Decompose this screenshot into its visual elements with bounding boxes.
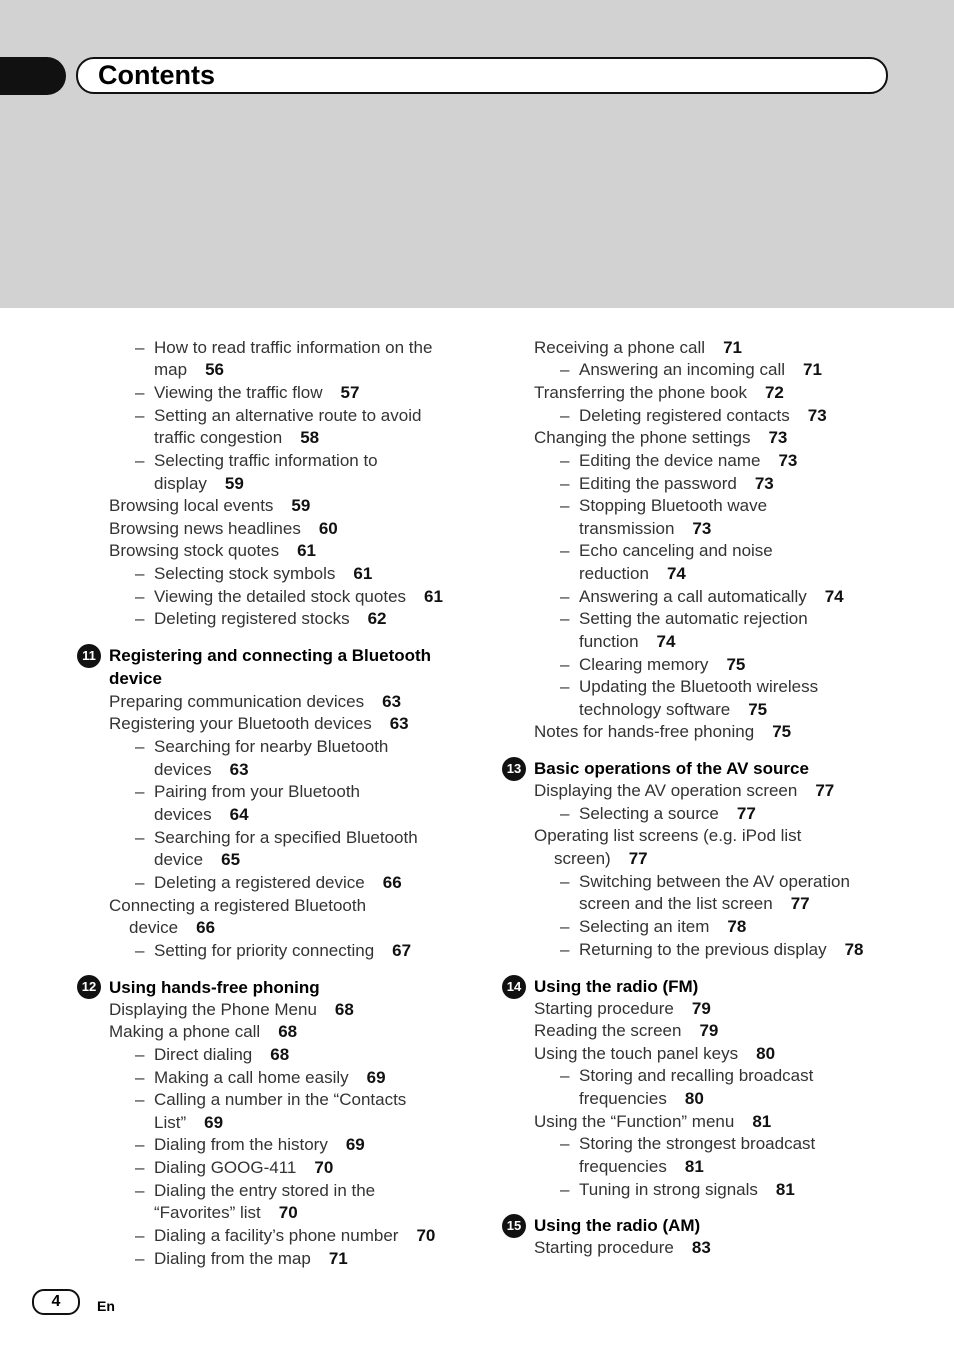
toc-page-number: 73: [768, 428, 788, 447]
toc-entry[interactable]: [154, 359, 224, 381]
toc-entry[interactable]: [579, 450, 797, 472]
toc-page-number: 79: [691, 999, 711, 1018]
section-title[interactable]: Basic operations of the AV source: [534, 759, 809, 778]
toc-entry[interactable]: [154, 382, 359, 404]
toc-entry[interactable]: [154, 427, 319, 449]
toc-entry-text: Operating list screens (e.g. iPod list: [534, 826, 802, 845]
toc-entry[interactable]: [534, 721, 791, 743]
toc-entry[interactable]: [154, 563, 372, 585]
section-number-badge: 15: [502, 1214, 526, 1238]
toc-page-number: 70: [278, 1203, 298, 1222]
toc-entry[interactable]: [154, 1067, 386, 1089]
language-label: En: [97, 1298, 115, 1314]
toc-page-number: 75: [772, 722, 792, 741]
toc-page-number: 66: [382, 873, 402, 892]
toc-page-number: 68: [334, 1000, 354, 1019]
toc-entry-text: Direct dialing: [154, 1045, 253, 1064]
toc-entry-text: Deleting a registered device: [154, 873, 365, 892]
toc-entry-text: Browsing news headlines: [109, 519, 301, 538]
toc-entry-text: function: [579, 632, 639, 651]
toc-dash: –: [560, 655, 570, 674]
toc-dash: –: [135, 451, 145, 470]
toc-page-number: 77: [628, 849, 648, 868]
toc-page-number: 78: [727, 917, 747, 936]
toc-entry-text: Notes for hands-free phoning: [534, 722, 755, 741]
toc-entry-text: technology software: [579, 700, 731, 719]
toc-entry[interactable]: [534, 382, 784, 404]
toc-entry-text: Transferring the phone book: [534, 383, 747, 402]
section-number-badge: 11: [77, 644, 101, 668]
toc-entry-text: Registering your Bluetooth devices: [109, 714, 372, 733]
toc-page-number: 77: [815, 781, 835, 800]
toc-entry-text: Starting procedure: [534, 999, 674, 1018]
toc-entry-text: Pairing from your Bluetooth: [154, 782, 360, 801]
section-number-badge: 12: [77, 975, 101, 999]
toc-entry[interactable]: [154, 1202, 298, 1224]
toc-entry[interactable]: [154, 1180, 375, 1202]
toc-entry-text: Editing the device name: [579, 451, 761, 470]
toc-entry[interactable]: [154, 759, 249, 781]
toc-page-number: 67: [392, 941, 412, 960]
toc-entry[interactable]: [534, 1020, 718, 1042]
toc-page-number: 71: [803, 360, 822, 379]
page-number: 4: [32, 1289, 80, 1315]
toc-entry[interactable]: [154, 405, 421, 427]
toc-entry[interactable]: [154, 1157, 333, 1179]
section-title[interactable]: Registering and connecting a Bluetooth: [109, 646, 432, 665]
section-title[interactable]: Using the radio (FM): [534, 977, 699, 996]
toc-entry[interactable]: [554, 848, 648, 870]
toc-entry[interactable]: [154, 473, 244, 495]
toc-entry[interactable]: [154, 608, 387, 630]
toc-entry-text: Browsing local events: [109, 496, 274, 515]
toc-entry-text: Selecting stock symbols: [154, 564, 336, 583]
toc-entry-text: Selecting an item: [579, 917, 710, 936]
toc-entry-text: Storing and recalling broadcast: [579, 1066, 814, 1085]
toc-dash: –: [560, 474, 570, 493]
toc-entry-text: Displaying the AV operation screen: [534, 781, 798, 800]
toc-entry[interactable]: [579, 1088, 704, 1110]
toc-entry-text: Answering an incoming call: [579, 360, 785, 379]
title-box: [76, 57, 888, 94]
toc-entry[interactable]: [109, 1021, 297, 1043]
toc-entry[interactable]: [154, 450, 378, 472]
toc-dash: –: [135, 1135, 145, 1154]
toc-entry[interactable]: [154, 1112, 223, 1134]
toc-entry[interactable]: [154, 804, 249, 826]
toc-entry-text: Reading the screen: [534, 1021, 682, 1040]
toc-page-number: 60: [318, 519, 338, 538]
toc-page-number: 73: [778, 451, 798, 470]
toc-entry[interactable]: [109, 691, 401, 713]
toc-entry-text: frequencies: [579, 1157, 667, 1176]
toc-entry-text: Displaying the Phone Menu: [109, 1000, 317, 1019]
toc-entry[interactable]: [579, 586, 844, 608]
toc-entry-text: Searching for nearby Bluetooth: [154, 737, 389, 756]
toc-page-number: 70: [314, 1158, 334, 1177]
toc-entry-text: Switching between the AV operation: [579, 872, 850, 891]
toc-entry-text: Making a phone call: [109, 1022, 261, 1041]
toc-dash: –: [135, 1045, 145, 1064]
toc-entry-text: Selecting traffic information to: [154, 451, 378, 470]
toc-dash: –: [560, 1066, 570, 1085]
toc-entry-text: How to read traffic information on the: [154, 338, 433, 357]
toc-page-number: 80: [684, 1089, 704, 1108]
toc-entry-text: map: [154, 360, 188, 379]
toc-page-number: 59: [291, 496, 311, 515]
toc-dash: –: [560, 917, 570, 936]
toc-entry[interactable]: [534, 780, 834, 802]
toc-page-number: 70: [416, 1226, 436, 1245]
section-title[interactable]: Using hands-free phoning: [109, 978, 320, 997]
toc-dash: –: [135, 941, 145, 960]
toc-entry-text: devices: [154, 805, 212, 824]
toc-entry-text: Editing the password: [579, 474, 737, 493]
toc-entry[interactable]: [579, 676, 818, 698]
toc-dash: –: [135, 828, 145, 847]
toc-page-number: 64: [229, 805, 249, 824]
toc-page-number: 58: [300, 428, 320, 447]
toc-page-number: 71: [723, 338, 742, 357]
toc-entry-text: Connecting a registered Bluetooth: [109, 896, 367, 915]
toc-entry[interactable]: [534, 1043, 775, 1065]
toc-page-number: 57: [340, 383, 360, 402]
toc-dash: –: [560, 677, 570, 696]
toc-entry[interactable]: [534, 998, 711, 1020]
toc-entry[interactable]: [154, 1089, 406, 1111]
toc-entry-text: reduction: [579, 564, 649, 583]
toc-dash: –: [560, 609, 570, 628]
toc-page-number: 77: [790, 894, 810, 913]
toc-entry-text: Starting procedure: [534, 1238, 674, 1257]
toc-page-number: 56: [205, 360, 224, 379]
toc-entry[interactable]: [579, 803, 756, 825]
toc-entry[interactable]: [154, 940, 411, 962]
toc-entry[interactable]: [154, 736, 388, 758]
toc-entry[interactable]: [154, 781, 360, 803]
toc-dash: –: [560, 940, 570, 959]
toc-dash: –: [560, 451, 570, 470]
toc-entry-text: Making a call home easily: [154, 1068, 349, 1087]
toc-entry-text: Dialing GOOG-411: [154, 1158, 297, 1177]
toc-entry-text: Echo canceling and noise: [579, 541, 773, 560]
toc-entry-text: Dialing from the history: [154, 1135, 328, 1154]
toc-page-number: 75: [726, 655, 746, 674]
header-band: [0, 0, 954, 308]
toc-entry-text: device: [154, 850, 204, 869]
toc-entry-text: devices: [154, 760, 212, 779]
toc-page-number: 62: [367, 609, 387, 628]
toc-page-number: 69: [366, 1068, 386, 1087]
toc-entry[interactable]: [154, 1248, 348, 1270]
toc-entry[interactable]: [109, 495, 310, 517]
toc-entry[interactable]: [109, 895, 366, 917]
toc-entry[interactable]: [154, 586, 443, 608]
toc-entry-text: Deleting registered contacts: [579, 406, 790, 425]
toc-entry[interactable]: [579, 699, 767, 721]
toc-page-number: 75: [748, 700, 768, 719]
toc-dash: –: [560, 872, 570, 891]
toc-entry[interactable]: [534, 1237, 711, 1259]
toc-page-number: 79: [699, 1021, 719, 1040]
section-title[interactable]: Using the radio (AM): [534, 1216, 701, 1235]
toc-entry-text: Selecting a source: [579, 804, 719, 823]
toc-page-number: 68: [278, 1022, 298, 1041]
toc-page-number: 81: [684, 1157, 704, 1176]
toc-entry-text: Returning to the previous display: [579, 940, 827, 959]
toc-dash: –: [135, 406, 145, 425]
toc-entry[interactable]: [109, 713, 409, 735]
toc-dash: –: [135, 737, 145, 756]
toc-entry[interactable]: [579, 1065, 813, 1087]
toc-page-number: 74: [656, 632, 676, 651]
toc-entry-text: screen): [554, 849, 611, 868]
toc-entry[interactable]: [154, 827, 418, 849]
toc-entry-text: Changing the phone settings: [534, 428, 751, 447]
page-title: Contents: [98, 60, 215, 90]
toc-page-number: 71: [328, 1249, 348, 1268]
toc-dash: –: [135, 1090, 145, 1109]
toc-entry-text: Browsing stock quotes: [109, 541, 280, 560]
toc-entry-text: Viewing the detailed stock quotes: [154, 587, 407, 606]
toc-page-number: 63: [382, 692, 402, 711]
toc-dash: –: [560, 1134, 570, 1153]
toc-entry[interactable]: [154, 872, 402, 894]
toc-page-number: 69: [345, 1135, 365, 1154]
toc-entry[interactable]: [109, 999, 354, 1021]
toc-page-number: 61: [297, 541, 317, 560]
toc-dash: –: [560, 1180, 570, 1199]
toc-entry[interactable]: [579, 654, 745, 676]
section-number-badge: 14: [502, 975, 526, 999]
toc-entry-text: Clearing memory: [579, 655, 709, 674]
toc-entry[interactable]: [579, 473, 774, 495]
toc-entry[interactable]: [534, 825, 801, 847]
toc-dash: –: [560, 406, 570, 425]
toc-page-number: 78: [844, 940, 864, 959]
toc-entry-text: traffic congestion: [154, 428, 283, 447]
toc-page-number: 73: [754, 474, 774, 493]
toc-entry-text: Storing the strongest broadcast: [579, 1134, 816, 1153]
toc-entry[interactable]: [579, 916, 746, 938]
toc-dash: –: [135, 587, 145, 606]
toc-entry[interactable]: [579, 871, 850, 893]
toc-dash: –: [135, 873, 145, 892]
toc-page-number: 73: [807, 406, 827, 425]
toc-dash: –: [135, 782, 145, 801]
toc-page-number: 73: [692, 519, 712, 538]
chapter-tab: [0, 57, 66, 95]
toc-entry-text: Using the “Function” menu: [534, 1112, 735, 1131]
toc-entry[interactable]: [109, 518, 338, 540]
toc-entry-text: Receiving a phone call: [534, 338, 706, 357]
toc-entry-text: display: [154, 474, 207, 493]
toc-entry[interactable]: [154, 1134, 365, 1156]
section-title-continued[interactable]: device: [109, 669, 162, 688]
toc-page-number: 72: [764, 383, 784, 402]
toc-entry[interactable]: [579, 631, 675, 653]
toc-page-number: 69: [204, 1113, 224, 1132]
toc-page-number: 68: [270, 1045, 290, 1064]
toc-entry[interactable]: [579, 518, 711, 540]
toc-entry-text: Stopping Bluetooth wave: [579, 496, 768, 515]
toc-dash: –: [560, 804, 570, 823]
toc-entry[interactable]: [579, 893, 810, 915]
toc-entry-text: Dialing the entry stored in the: [154, 1181, 376, 1200]
toc-entry-text: Updating the Bluetooth wireless: [579, 677, 819, 696]
toc-entry[interactable]: [129, 917, 215, 939]
toc-entry[interactable]: [579, 1156, 704, 1178]
toc-entry[interactable]: [579, 1179, 795, 1201]
toc-entry-text: Deleting registered stocks: [154, 609, 350, 628]
toc-dash: –: [135, 1068, 145, 1087]
toc-entry-text: device: [129, 918, 179, 937]
toc-entry[interactable]: [154, 1225, 435, 1247]
toc-dash: –: [560, 541, 570, 560]
toc-entry[interactable]: [534, 1111, 771, 1133]
toc-entry[interactable]: [534, 337, 742, 359]
toc-entry[interactable]: [579, 1133, 815, 1155]
toc-dash: –: [135, 1249, 145, 1268]
toc-page-number: 74: [666, 564, 686, 583]
toc-entry-text: transmission: [579, 519, 675, 538]
toc-entry[interactable]: [579, 563, 686, 585]
toc-dash: –: [135, 1181, 145, 1200]
toc-entry-text: Setting an alternative route to avoid: [154, 406, 422, 425]
toc-dash: –: [135, 609, 145, 628]
toc-entry[interactable]: [579, 359, 822, 381]
toc-entry-text: Answering a call automatically: [579, 587, 807, 606]
toc-entry[interactable]: [579, 608, 808, 630]
toc-page-number: 80: [756, 1044, 776, 1063]
toc-dash: –: [560, 360, 570, 379]
toc-page-number: 81: [775, 1180, 795, 1199]
section-number-badge: 13: [502, 757, 526, 781]
toc-dash: –: [560, 587, 570, 606]
toc-entry[interactable]: [579, 540, 773, 562]
toc-page-number: 61: [424, 587, 443, 606]
toc-entry[interactable]: [579, 495, 767, 517]
toc-page-number: 77: [736, 804, 756, 823]
toc-entry[interactable]: [579, 939, 864, 961]
toc-dash: –: [135, 564, 145, 583]
toc-dash: –: [135, 1158, 145, 1177]
toc-entry-text: Searching for a specified Bluetooth: [154, 828, 418, 847]
toc-entry-text: screen and the list screen: [579, 894, 773, 913]
toc-entry[interactable]: [154, 337, 432, 359]
toc-entry-text: Calling a number in the “Contacts: [154, 1090, 407, 1109]
toc-entry[interactable]: [154, 849, 240, 871]
toc-dash: –: [135, 338, 145, 357]
toc-page-number: 61: [353, 564, 373, 583]
toc-entry-text: Dialing from the map: [154, 1249, 311, 1268]
toc-dash: –: [560, 496, 570, 515]
toc-page-number: 66: [196, 918, 216, 937]
toc-page-number: 59: [224, 474, 244, 493]
toc-entry[interactable]: [579, 405, 827, 427]
toc-entry-text: Preparing communication devices: [109, 692, 365, 711]
toc-entry-text: Dialing a facility’s phone number: [154, 1226, 399, 1245]
toc-entry[interactable]: [534, 427, 787, 449]
toc-entry-text: Using the touch panel keys: [534, 1044, 739, 1063]
toc-entry-text: List”: [154, 1113, 187, 1132]
toc-entry-text: Setting for priority connecting: [154, 941, 375, 960]
toc-entry-text: Setting the automatic rejection: [579, 609, 808, 628]
toc-entry-text: Tuning in strong signals: [579, 1180, 758, 1199]
toc-entry-text: frequencies: [579, 1089, 667, 1108]
toc-page-number: 63: [229, 760, 249, 779]
toc-page-number: 63: [389, 714, 409, 733]
toc-page-number: 65: [221, 850, 241, 869]
toc-page-number: 81: [752, 1112, 772, 1131]
toc-dash: –: [135, 1226, 145, 1245]
toc-page-number: 83: [691, 1238, 711, 1257]
toc-dash: –: [135, 383, 145, 402]
toc-entry-text: “Favorites” list: [154, 1203, 261, 1222]
toc-entry-text: Viewing the traffic flow: [154, 383, 323, 402]
toc-entry[interactable]: [154, 1044, 289, 1066]
toc-entry[interactable]: [109, 540, 316, 562]
toc-page-number: 74: [824, 587, 844, 606]
